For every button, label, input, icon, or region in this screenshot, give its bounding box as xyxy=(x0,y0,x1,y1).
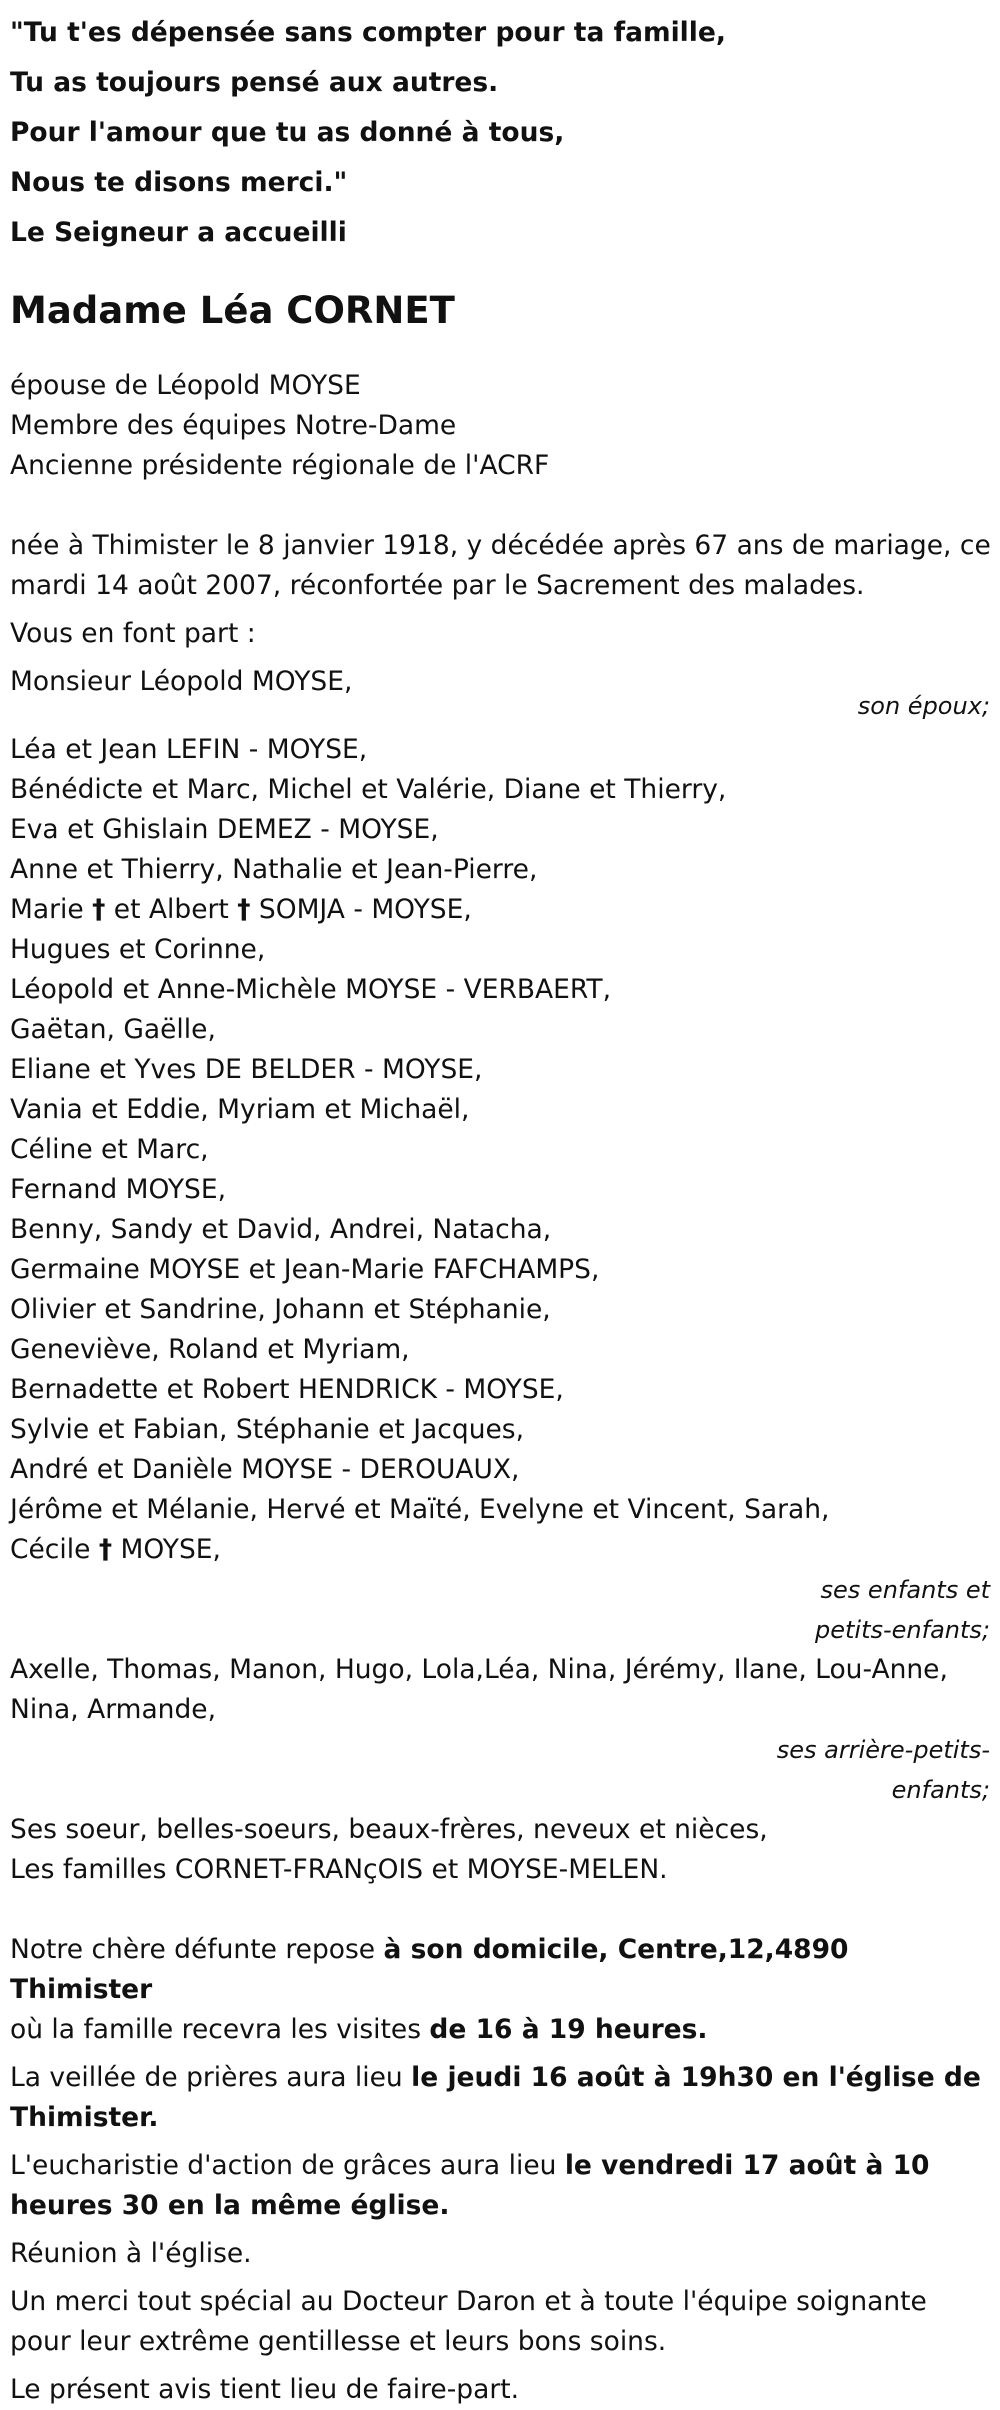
birth-line: mardi 14 août 2007, réconfortée par le Sacrement des malades. xyxy=(10,570,865,601)
poem-line: Nous te disons merci." xyxy=(10,167,348,198)
others-block xyxy=(10,1810,990,1890)
repose-text xyxy=(10,1930,990,2050)
thanks-line: pour leur extrême gentillesse et leurs bons soins. xyxy=(10,2326,667,2357)
repose-visits: où la famille recevra les visites xyxy=(10,2014,430,2045)
family-text: et Albert xyxy=(105,894,238,925)
spouse-name: Monsieur Léopold MOYSE, xyxy=(10,666,353,697)
announce-text: Vous en font part : xyxy=(10,618,256,649)
family-line: Anne et Thierry, Nathalie et Jean-Pierre, xyxy=(10,854,538,885)
family-line: Germaine MOYSE et Jean-Marie FAFCHAMPS, xyxy=(10,1254,600,1285)
poem-line: Pour l'amour que tu as donné à tous, xyxy=(10,117,565,148)
thanks-text xyxy=(10,2282,990,2362)
family-line: Bernadette et Robert HENDRICK - MOYSE, xyxy=(10,1374,564,1405)
mass-date: le vendredi 17 août à 10 xyxy=(564,2150,930,2181)
bio-line: Ancienne présidente régionale de l'ACRF xyxy=(10,450,550,481)
cross-icon: † xyxy=(237,894,251,925)
family-line: Léopold et Anne-Michèle MOYSE - VERBAERT, xyxy=(10,974,612,1005)
family-text: SOMJA - MOYSE, xyxy=(250,894,472,925)
mass-place: heures 30 en la même église. xyxy=(10,2190,450,2221)
family-text: Cécile xyxy=(10,1534,99,1565)
family-line: Eliane et Yves DE BELDER - MOYSE, xyxy=(10,1054,483,1085)
family-line: Axelle, Thomas, Manon, Hugo, Lola,Léa, Nina, Jérémy, Ilane, Lou-Anne, xyxy=(10,1654,948,1685)
children-role: ses enfants et xyxy=(820,1576,990,1604)
great-grandchildren-block xyxy=(10,1650,990,1810)
vigil-place: Thimister. xyxy=(10,2102,159,2133)
vigil-date: le jeudi 16 août à 19h30 en l'église de xyxy=(411,2062,981,2093)
family-line: Nina, Armande, xyxy=(10,1694,217,1725)
bio-line: épouse de Léopold MOYSE xyxy=(10,370,361,401)
family-line: Ses soeur, belles-soeurs, beaux-frères, neveux et nièces, xyxy=(10,1814,768,1845)
poem-line: Tu as toujours pensé aux autres. xyxy=(10,67,499,98)
poem-line: Le Seigneur a accueilli xyxy=(10,217,347,248)
family-line: Jérôme et Mélanie, Hervé et Maïté, Evelyne et Vincent, Sarah, xyxy=(10,1494,830,1525)
family-line: Bénédicte et Marc, Michel et Valérie, Diane et Thierry, xyxy=(10,774,727,805)
repose-place: à son domicile, Centre,12,4890 Thimister xyxy=(10,1934,849,2005)
repose-hours: de 16 à 19 heures. xyxy=(429,2014,708,2045)
bio xyxy=(10,366,990,486)
family-text: MOYSE, xyxy=(112,1534,221,1565)
family-line: Hugues et Corinne, xyxy=(10,934,266,965)
spouse-role: son époux; xyxy=(857,692,990,720)
repose-intro: Notre chère défunte repose xyxy=(10,1934,384,1965)
family-line: Benny, Sandy et David, Andrei, Natacha, xyxy=(10,1214,552,1245)
great-grandchildren-role: enfants; xyxy=(891,1776,990,1804)
birth-text xyxy=(10,526,990,606)
reunion-text: Réunion à l'église. xyxy=(10,2238,252,2269)
vigil-intro: La veillée de prières aura lieu xyxy=(10,2062,412,2093)
poem-line: "Tu t'es dépensée sans compter pour ta famille, xyxy=(10,17,726,48)
mass-text xyxy=(10,2146,990,2226)
poem xyxy=(10,8,990,258)
cross-icon: † xyxy=(98,1534,113,1565)
vigil-text xyxy=(10,2058,990,2138)
family-line: Céline et Marc, xyxy=(10,1134,209,1165)
mass-intro: L'eucharistie d'action de grâces aura lieu xyxy=(10,2150,565,2181)
closing-text: Le présent avis tient lieu de faire-part. xyxy=(10,2374,520,2405)
family-line: Eva et Ghislain DEMEZ - MOYSE, xyxy=(10,814,439,845)
family-line: Léa et Jean LEFIN - MOYSE, xyxy=(10,734,368,765)
family-line: André et Danièle MOYSE - DEROUAUX, xyxy=(10,1454,520,1485)
family-line: Fernand MOYSE, xyxy=(10,1174,227,1205)
birth-line: née à Thimister le 8 janvier 1918, y décédée après 67 ans de mariage, ce xyxy=(10,530,991,561)
family-line: Les familles CORNET-FRANçOIS et MOYSE-MELEN. xyxy=(10,1854,668,1885)
bio-line: Membre des équipes Notre-Dame xyxy=(10,410,457,441)
family-line xyxy=(10,890,990,930)
children-role: petits-enfants; xyxy=(815,1616,990,1644)
family-line: Sylvie et Fabian, Stéphanie et Jacques, xyxy=(10,1414,525,1445)
family-line: Olivier et Sandrine, Johann et Stéphanie, xyxy=(10,1294,551,1325)
family-line: Geneviève, Roland et Myriam, xyxy=(10,1334,410,1365)
family-line: Vania et Eddie, Myriam et Michaël, xyxy=(10,1094,470,1125)
spouse-block xyxy=(10,662,990,726)
great-grandchildren-role: ses arrière-petits- xyxy=(776,1736,990,1764)
family-line xyxy=(10,1530,990,1570)
family-line: Gaëtan, Gaëlle, xyxy=(10,1014,216,1045)
page-title: Madame Léa CORNET xyxy=(10,289,455,332)
thanks-line: Un merci tout spécial au Docteur Daron et à toute l'équipe soignante xyxy=(10,2286,927,2317)
family-text: Marie xyxy=(10,894,93,925)
children-block xyxy=(10,730,990,1650)
cross-icon: † xyxy=(92,894,106,925)
